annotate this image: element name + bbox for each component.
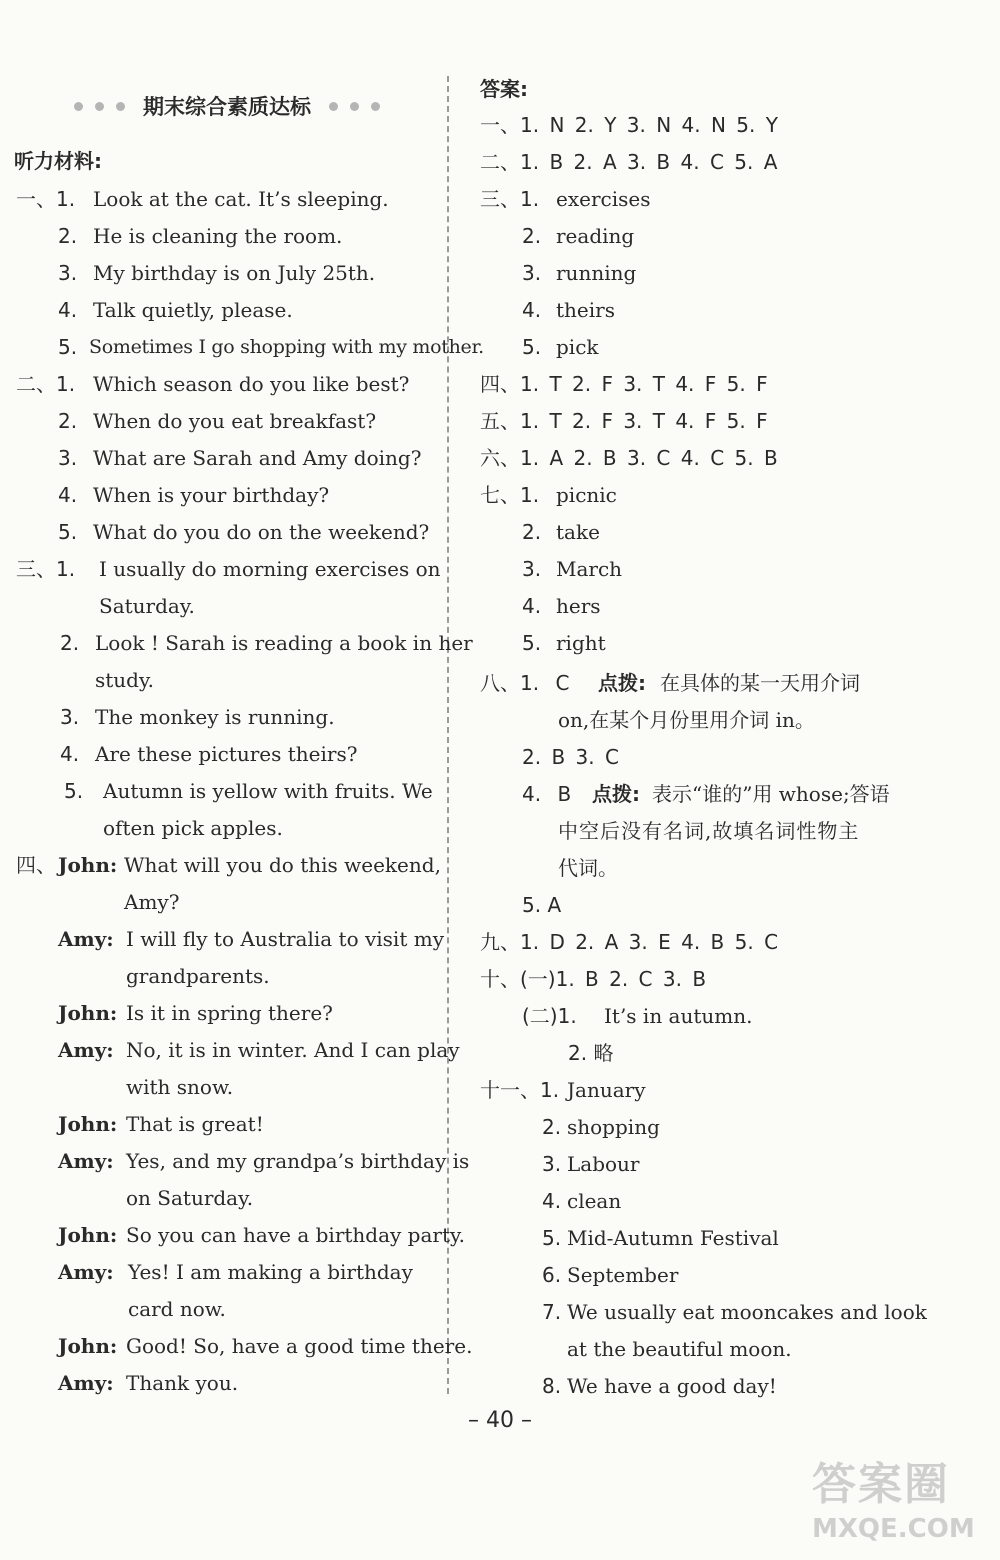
answer-text: pick (556, 335, 599, 359)
answer-row: 一、1. N 2. Y 3. N 4. N 5. Y (480, 113, 778, 137)
hint-text: 中空后没有名词,故填名词性物主 (558, 819, 860, 843)
item-number: 2. (60, 631, 80, 655)
page-title: 期末综合素质达标 (143, 95, 311, 119)
dialogue-line: Yes! I am making a birthday (128, 1260, 413, 1284)
hint-label: 点拨: (598, 671, 646, 695)
item-number: 5. (64, 779, 84, 803)
speaker-john: John: (58, 1001, 118, 1025)
dialogue-line: No, it is in winter. And I can play (126, 1038, 460, 1062)
item-number: 3. (522, 557, 542, 581)
item-number: 5. (58, 520, 78, 544)
item-number: 七、1. (480, 483, 540, 507)
listening-line: When is your birthday? (93, 483, 330, 507)
answer-text: take (556, 520, 600, 544)
answer-text: Labour (567, 1152, 640, 1176)
dialogue-line: card now. (128, 1297, 226, 1321)
item-number: 三、1. (480, 187, 540, 211)
answer-text: It’s in autumn. (604, 1004, 753, 1028)
dialogue-line: Yes, and my grandpa’s birthday is (126, 1149, 470, 1173)
answer-row: 八、1. C (480, 671, 570, 695)
item-number: 3. (542, 1152, 562, 1176)
listening-line: often pick apples. (103, 816, 283, 840)
listening-line: Autumn is yellow with fruits. We (103, 779, 433, 803)
watermark-logo: 答案圈 (812, 1459, 950, 1510)
item-number: 6. (542, 1263, 562, 1287)
speaker-amy: Amy: (58, 1149, 114, 1173)
dialogue-line: with snow. (126, 1075, 234, 1099)
speaker-john: John: (58, 1334, 118, 1358)
dot-icon (371, 102, 380, 111)
item-number: 5. (522, 335, 542, 359)
listening-line: What do you do on the weekend? (93, 520, 430, 544)
listening-line: Look ! Sarah is reading a book in her (95, 631, 473, 655)
item-number: 2. (58, 409, 78, 433)
item-number: 8. (542, 1374, 562, 1398)
item-number: 四、 (16, 853, 56, 877)
answer-text: picnic (556, 483, 617, 507)
speaker-amy: Amy: (58, 927, 114, 951)
answer-row: 五、1. T 2. F 3. T 4. F 5. F (480, 409, 768, 433)
dialogue-line: Amy? (124, 890, 180, 914)
item-number: 5. (522, 631, 542, 655)
listening-line: Look at the cat. It’s sleeping. (93, 187, 389, 211)
item-number: 三、1. (16, 557, 76, 581)
listening-heading: 听力材料: (14, 149, 102, 173)
answer-text: Mid-Autumn Festival (567, 1226, 779, 1250)
dot-icon (74, 102, 83, 111)
section-title (68, 90, 386, 122)
item-number: (二)1. (522, 1004, 577, 1028)
answer-text: We usually eat mooncakes and look (567, 1300, 927, 1324)
answer-text: March (556, 557, 623, 581)
answer-text: reading (556, 224, 635, 248)
item-number: 5. (58, 335, 78, 359)
answers-heading: 答案: (480, 77, 528, 101)
dialogue-line: So you can have a birthday party. (126, 1223, 466, 1247)
item-number: 4. (58, 298, 78, 322)
answer-text: clean (567, 1189, 622, 1213)
answer-row: 2. B 3. C (522, 745, 619, 769)
answer-row: 十、(一)1. B 2. C 3. B (480, 967, 707, 991)
answer-text: January (567, 1078, 646, 1102)
item-number: 十一、1. (480, 1078, 560, 1102)
dialogue-line: Is it in spring there? (126, 1001, 333, 1025)
answer-text: We have a good day! (567, 1374, 777, 1398)
listening-line: Sometimes I go shopping with my mother. (89, 336, 484, 358)
listening-line: My birthday is on July 25th. (93, 261, 376, 285)
hint-label: 点拨: (592, 782, 640, 806)
item-number: 3. (58, 261, 78, 285)
answer-row: 六、1. A 2. B 3. C 4. C 5. B (480, 446, 778, 470)
listening-line: study. (95, 668, 154, 692)
speaker-amy: Amy: (58, 1371, 114, 1395)
dot-icon (95, 102, 104, 111)
item-number: 4. (60, 742, 80, 766)
dot-icon (350, 102, 359, 111)
dialogue-line: on Saturday. (126, 1186, 254, 1210)
page-number: – 40 – (468, 1408, 532, 1433)
item-number: 2. (542, 1115, 562, 1139)
item-number: 4. (522, 594, 542, 618)
item-number: 2. (58, 224, 78, 248)
hint-text: on,在某个月份里用介词 in。 (558, 708, 815, 732)
dot-icon (116, 102, 125, 111)
listening-line: Are these pictures theirs? (95, 742, 358, 766)
listening-line: Which season do you like best? (93, 372, 410, 396)
item-number: 7. (542, 1300, 562, 1324)
dot-icon (329, 102, 338, 111)
dialogue-line: I will fly to Australia to visit my (126, 927, 444, 951)
answer-row: 5. A (522, 893, 562, 917)
listening-line: He is cleaning the room. (93, 224, 343, 248)
item-number: 3. (60, 705, 80, 729)
speaker-john: John: (58, 1112, 118, 1136)
dialogue-line: What will you do this weekend, (124, 853, 441, 877)
watermark (812, 1448, 992, 1556)
item-number: 3. (58, 446, 78, 470)
hint-text: 在具体的某一天用介词 (660, 671, 860, 695)
item-number: 3. (522, 261, 542, 285)
listening-line: The monkey is running. (95, 705, 335, 729)
answer-row: 二、1. B 2. A 3. B 4. C 5. A (480, 150, 778, 174)
answer-row: 2. 略 (568, 1041, 614, 1065)
listening-line: Saturday. (99, 594, 195, 618)
listening-line: What are Sarah and Amy doing? (93, 446, 422, 470)
item-number: 二、1. (16, 372, 76, 396)
dialogue-line: grandparents. (126, 964, 270, 988)
answer-text: running (556, 261, 637, 285)
hint-text: 代词。 (558, 856, 618, 880)
listening-line: I usually do morning exercises on (99, 557, 441, 581)
answer-text: at the beautiful moon. (567, 1337, 792, 1361)
column-divider (447, 76, 449, 1394)
item-number: 4. (58, 483, 78, 507)
dialogue-line: Thank you. (126, 1371, 239, 1395)
speaker-john: John: (58, 853, 118, 877)
dialogue-line: That is great! (126, 1112, 264, 1136)
listening-line: When do you eat breakfast? (93, 409, 377, 433)
answer-text: right (556, 631, 606, 655)
answer-row: 4. B (522, 782, 572, 806)
item-number: 2. (522, 520, 542, 544)
item-number: 2. (522, 224, 542, 248)
dialogue-line: Good! So, have a good time there. (126, 1334, 473, 1358)
answer-text: exercises (556, 187, 651, 211)
answer-row: 九、1. D 2. A 3. E 4. B 5. C (480, 930, 779, 954)
answer-row: 四、1. T 2. F 3. T 4. F 5. F (480, 372, 768, 396)
speaker-amy: Amy: (58, 1260, 114, 1284)
item-number: 5. (542, 1226, 562, 1250)
item-number: 4. (522, 298, 542, 322)
answer-text: September (567, 1263, 679, 1287)
listening-line: Talk quietly, please. (93, 298, 293, 322)
item-number: 4. (542, 1189, 562, 1213)
answer-text: hers (556, 594, 601, 618)
item-number: 一、1. (16, 187, 76, 211)
watermark-url: MXQE.COM (812, 1514, 975, 1544)
answer-text: shopping (567, 1115, 660, 1139)
speaker-john: John: (58, 1223, 118, 1247)
answer-text: theirs (556, 298, 615, 322)
hint-text: 表示“谁的”用 whose;答语 (652, 782, 890, 806)
speaker-amy: Amy: (58, 1038, 114, 1062)
